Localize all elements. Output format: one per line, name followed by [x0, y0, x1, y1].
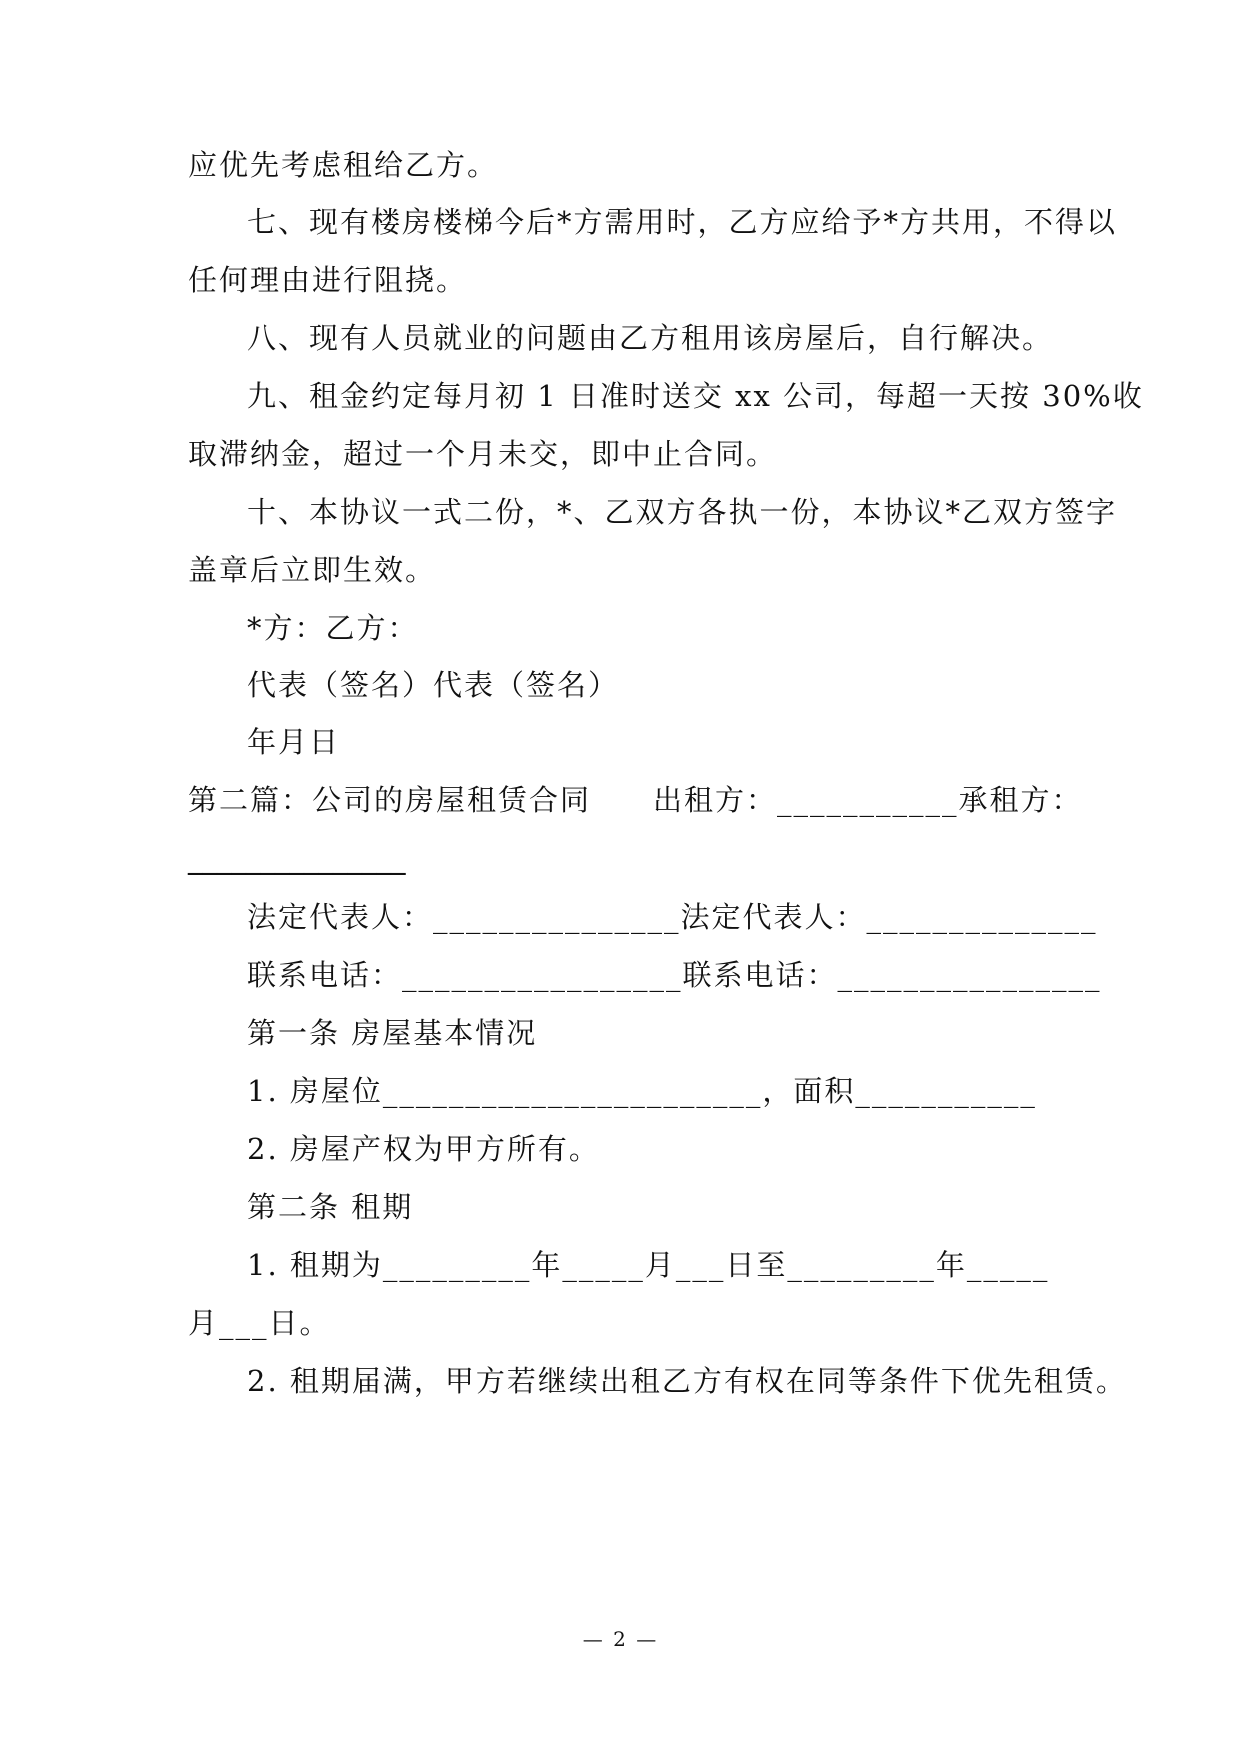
- paragraph-line: 十、本协议一式二份，*、乙双方各执一份，本协议*乙双方签字: [247, 495, 1118, 529]
- signature-parties: *方：乙方：: [247, 611, 419, 645]
- paragraph-line: 任何理由进行阻挠。: [188, 263, 468, 297]
- legal-representative-line: 法定代表人：_______________法定代表人：______________: [247, 900, 1098, 934]
- page-number: — 2 —: [582, 1627, 659, 1651]
- paragraph-line: 八、现有人员就业的问题由乙方租用该房屋后，自行解决。: [247, 321, 1054, 355]
- party-line: 出租方：___________承租方：: [653, 783, 1083, 817]
- paragraph-line: 取滞纳金，超过一个月未交，即中止合同。: [188, 437, 778, 471]
- phone-line: 联系电话：_________________联系电话：________________: [247, 958, 1102, 992]
- article2-item1-continued: 月___日。: [188, 1306, 331, 1340]
- party-line-continued: _______________: [188, 841, 406, 875]
- paragraph-line: 七、现有楼房楼梯今后*方需用时，乙方应给予*方共用，不得以: [247, 205, 1118, 239]
- article1-title: 第一条 房屋基本情况: [247, 1016, 538, 1050]
- article2-item2: 2. 租期届满，甲方若继续出租乙方有权在同等条件下优先租赁。: [247, 1364, 1127, 1398]
- signature-date: 年月日: [247, 725, 341, 759]
- section2-heading: 第二篇：公司的房屋租赁合同: [188, 783, 592, 817]
- article2-item1: 1. 租期为_________年_____月___日至_________年_____: [247, 1248, 1050, 1282]
- paragraph-line: 盖章后立即生效。: [188, 553, 437, 587]
- paragraph-line: 应优先考虑租给乙方。: [188, 148, 499, 182]
- signature-representatives: 代表（签名）代表（签名）: [247, 668, 620, 702]
- article2-title: 第二条 租期: [247, 1190, 414, 1224]
- paragraph-line: 九、租金约定每月初 1 日准时送交 xx 公司，每超一天按 30%收: [247, 379, 1144, 413]
- article1-item1: 1. 房屋位_______________________，面积___________: [247, 1074, 1037, 1108]
- section2-heading-row: [188, 780, 1083, 820]
- article1-item2: 2. 房屋产权为甲方所有。: [247, 1132, 600, 1166]
